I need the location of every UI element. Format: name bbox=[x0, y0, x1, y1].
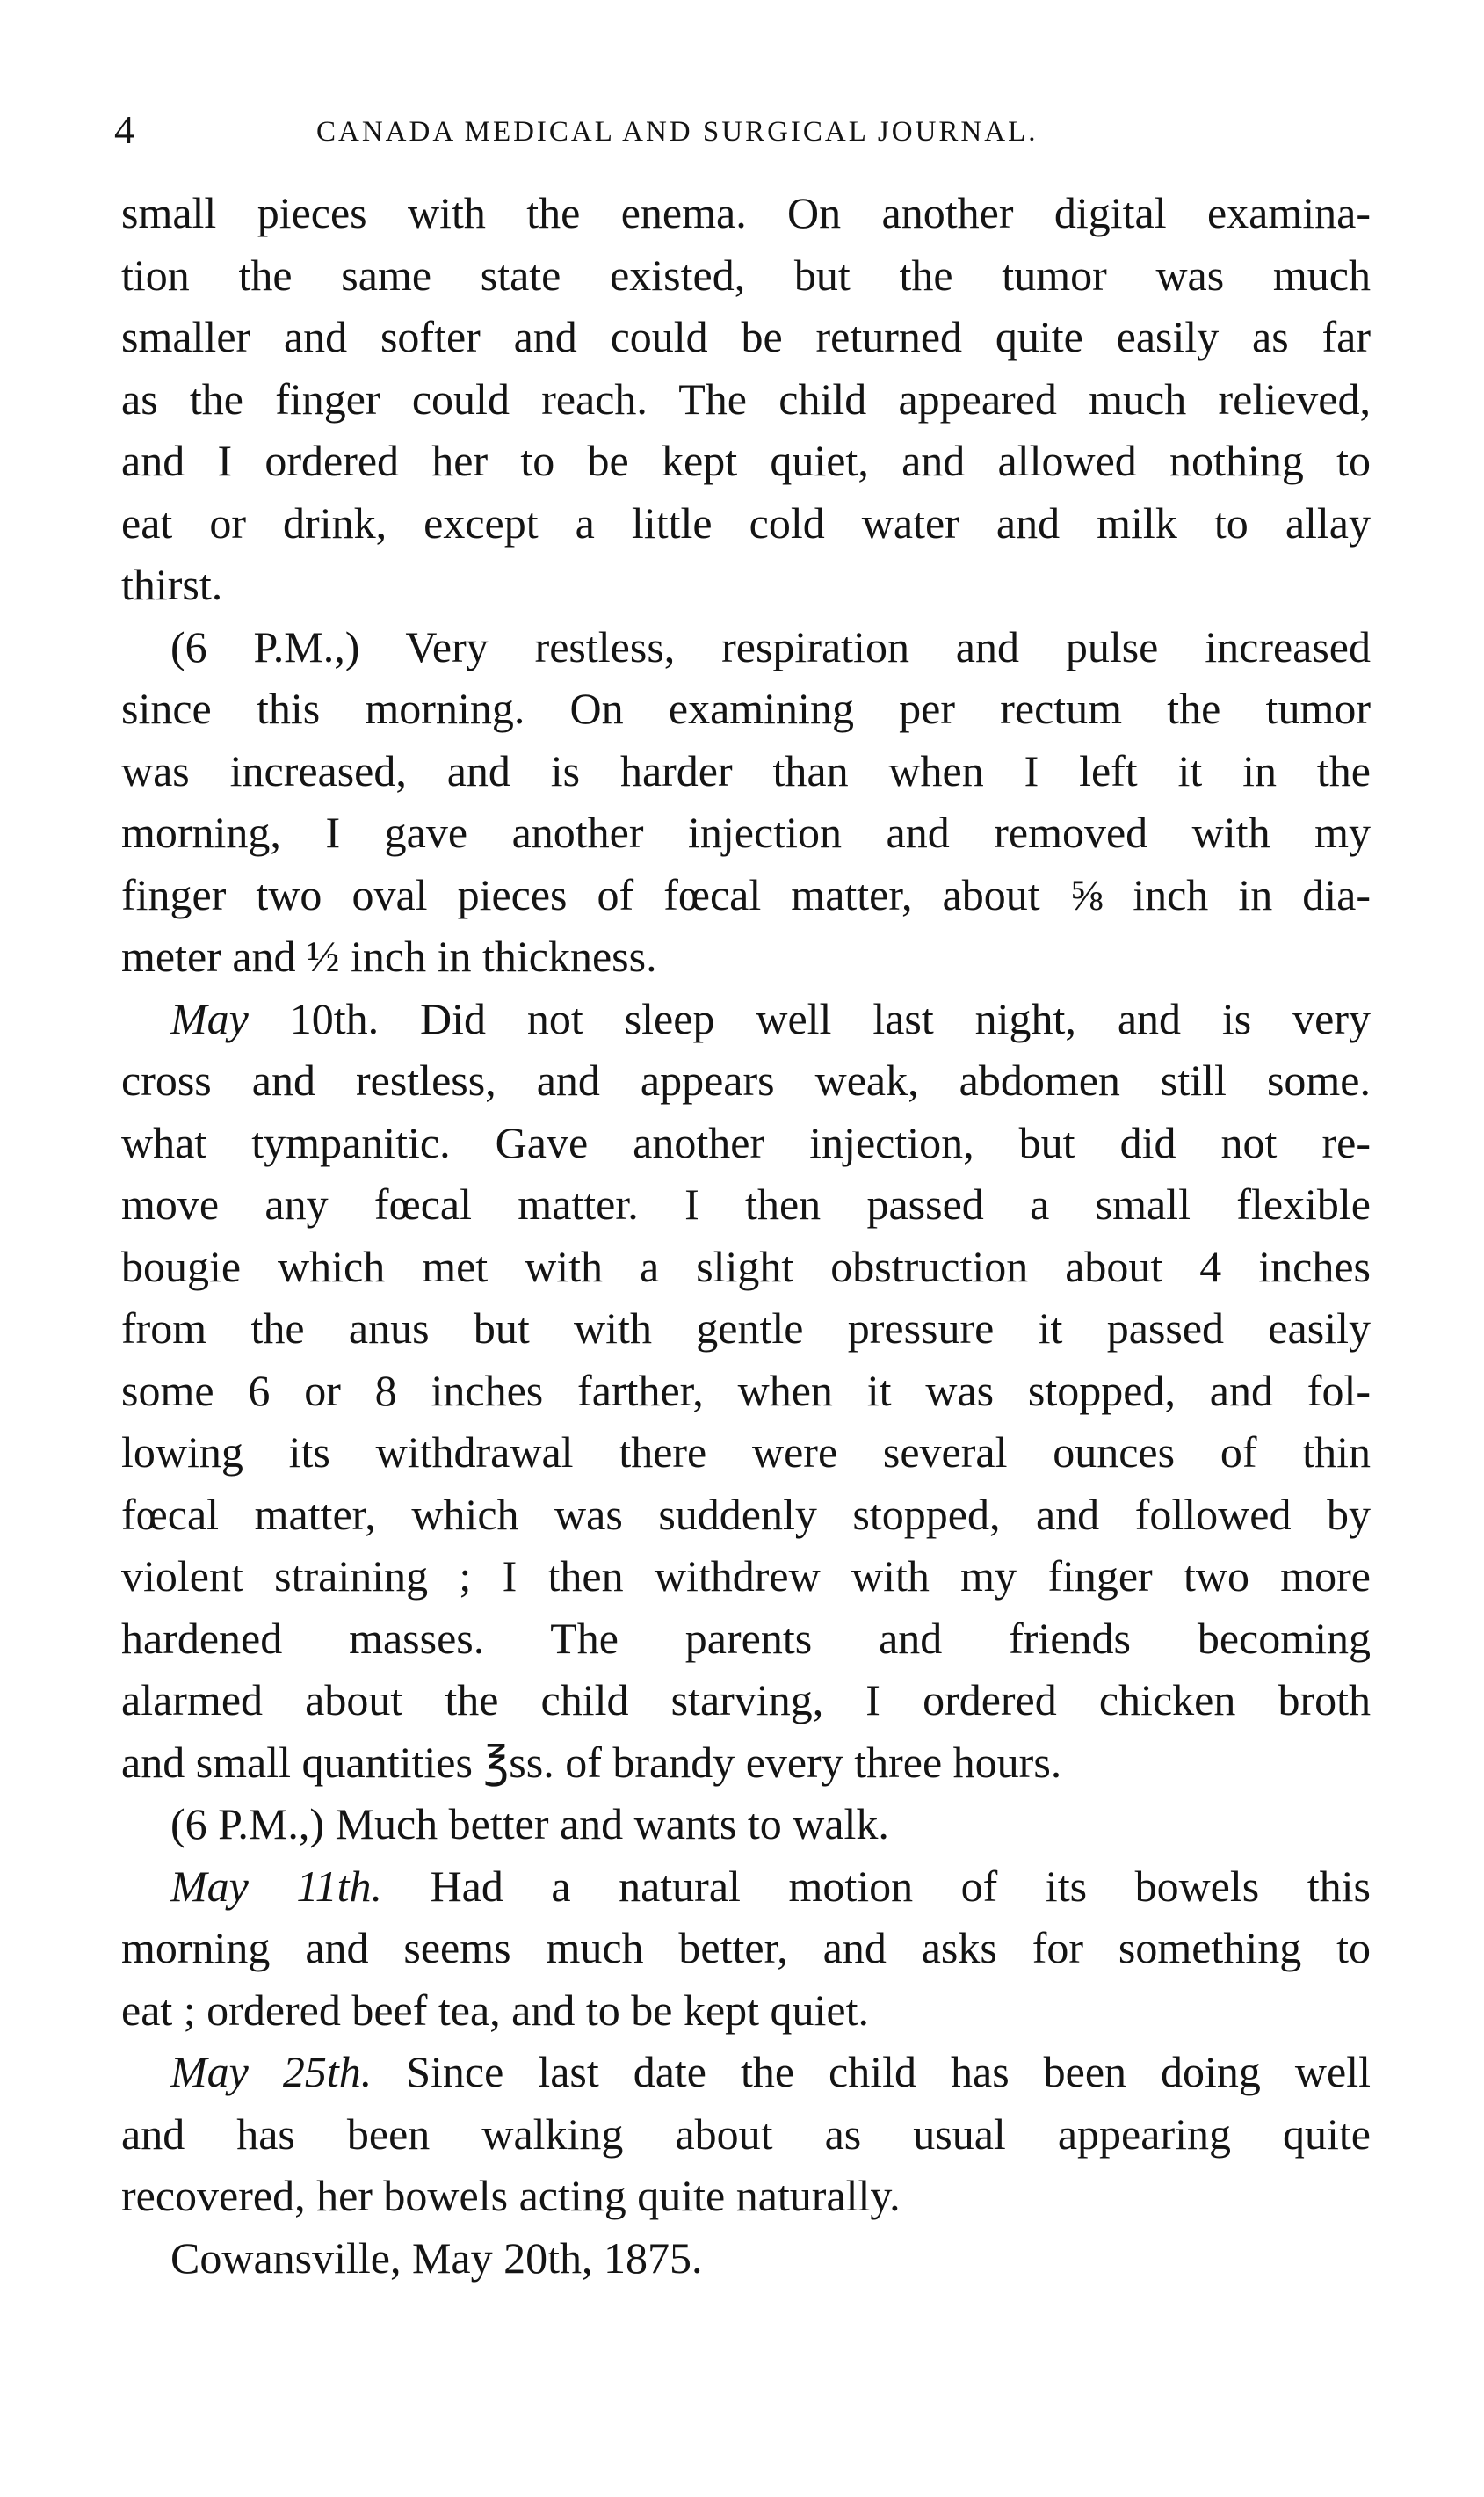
date-lead: May bbox=[170, 993, 249, 1043]
text-line: alarmed about the child starving, I ordered chicken broth bbox=[121, 1675, 1371, 1724]
text-line: tion the same state existed, but the tumor was much bbox=[121, 250, 1371, 300]
signoff-line: Cowansville, May 20th, 1875. bbox=[170, 2232, 703, 2283]
text-line: (6 P.M.,) Much better and wants to walk. bbox=[170, 1799, 889, 1848]
text-line: finger two oval pieces of fœcal matter, about ⅝ inch in dia- bbox=[121, 869, 1371, 919]
journal-title: CANADA MEDICAL AND SURGICAL JOURNAL. bbox=[316, 116, 1039, 148]
text-line: (6 P.M.,) Very restless, respiration and pulse increased bbox=[170, 621, 1371, 671]
article-body bbox=[121, 182, 1371, 2289]
text-line: and small quantities ℥ss. of brandy every three hours. bbox=[121, 1737, 1062, 1787]
text-line: recovered, her bowels acting quite naturally. bbox=[121, 2171, 901, 2220]
text-line: and has been walking about as usual appearing quite bbox=[121, 2109, 1371, 2159]
text-line: hardened masses. The parents and friends becoming bbox=[121, 1613, 1371, 1663]
text-line: May 11th. Had a natural motion of its bowels this bbox=[170, 1861, 1371, 1911]
text-line: was increased, and is harder than when I left it in the bbox=[121, 745, 1371, 795]
text-line: thirst. bbox=[121, 560, 223, 609]
text-line: violent straining ; I then withdrew with my finger two more bbox=[121, 1551, 1371, 1601]
text-line: smaller and softer and could be returned quite easily as far bbox=[121, 312, 1371, 361]
text-line: as the finger could reach. The child appeared much relieved, bbox=[121, 374, 1371, 424]
page-number: 4 bbox=[114, 107, 134, 152]
text-line: cross and restless, and appears weak, abdomen still some. bbox=[121, 1056, 1371, 1105]
text-line: since this morning. On examining per rectum the tumor bbox=[121, 684, 1371, 733]
text-line: morning, I gave another injection and removed with my bbox=[121, 808, 1371, 857]
text-line: lowing its withdrawal there were several ounces of thin bbox=[121, 1427, 1371, 1477]
text-line: small pieces with the enema. On another digital examina- bbox=[121, 188, 1371, 237]
text-line: and I ordered her to be kept quiet, and allowed nothing to bbox=[121, 436, 1371, 485]
text-line: from the anus but with gentle pressure it passed easily bbox=[121, 1303, 1371, 1353]
text-line: fœcal matter, which was suddenly stopped, and followed by bbox=[121, 1489, 1371, 1539]
text-line: what tympanitic. Gave another injection, but did not re- bbox=[121, 1117, 1371, 1167]
text-line: May 25th. Since last date the child has been doing well bbox=[170, 2047, 1371, 2096]
text-line: bougie which met with a slight obstruction about 4 inches bbox=[121, 1241, 1371, 1291]
date-lead: May 11th. bbox=[170, 1861, 383, 1911]
text-line: move any fœcal matter. I then passed a small flexible bbox=[121, 1180, 1371, 1229]
text-line: eat ; ordered beef tea, and to be kept quiet. bbox=[121, 1985, 870, 2035]
text-line: meter and ½ inch in thickness. bbox=[121, 932, 657, 981]
text-line: eat or drink, except a little cold water and milk to allay bbox=[121, 497, 1371, 548]
date-lead: May 25th. bbox=[170, 2047, 373, 2096]
text-line: May 10th. Did not sleep well last night, and is very bbox=[170, 993, 1371, 1043]
text-line: some 6 or 8 inches farther, when it was stopped, and fol- bbox=[121, 1365, 1371, 1415]
text-line: morning and seems much better, and asks for something to bbox=[121, 1923, 1371, 1972]
running-head bbox=[114, 104, 1379, 156]
